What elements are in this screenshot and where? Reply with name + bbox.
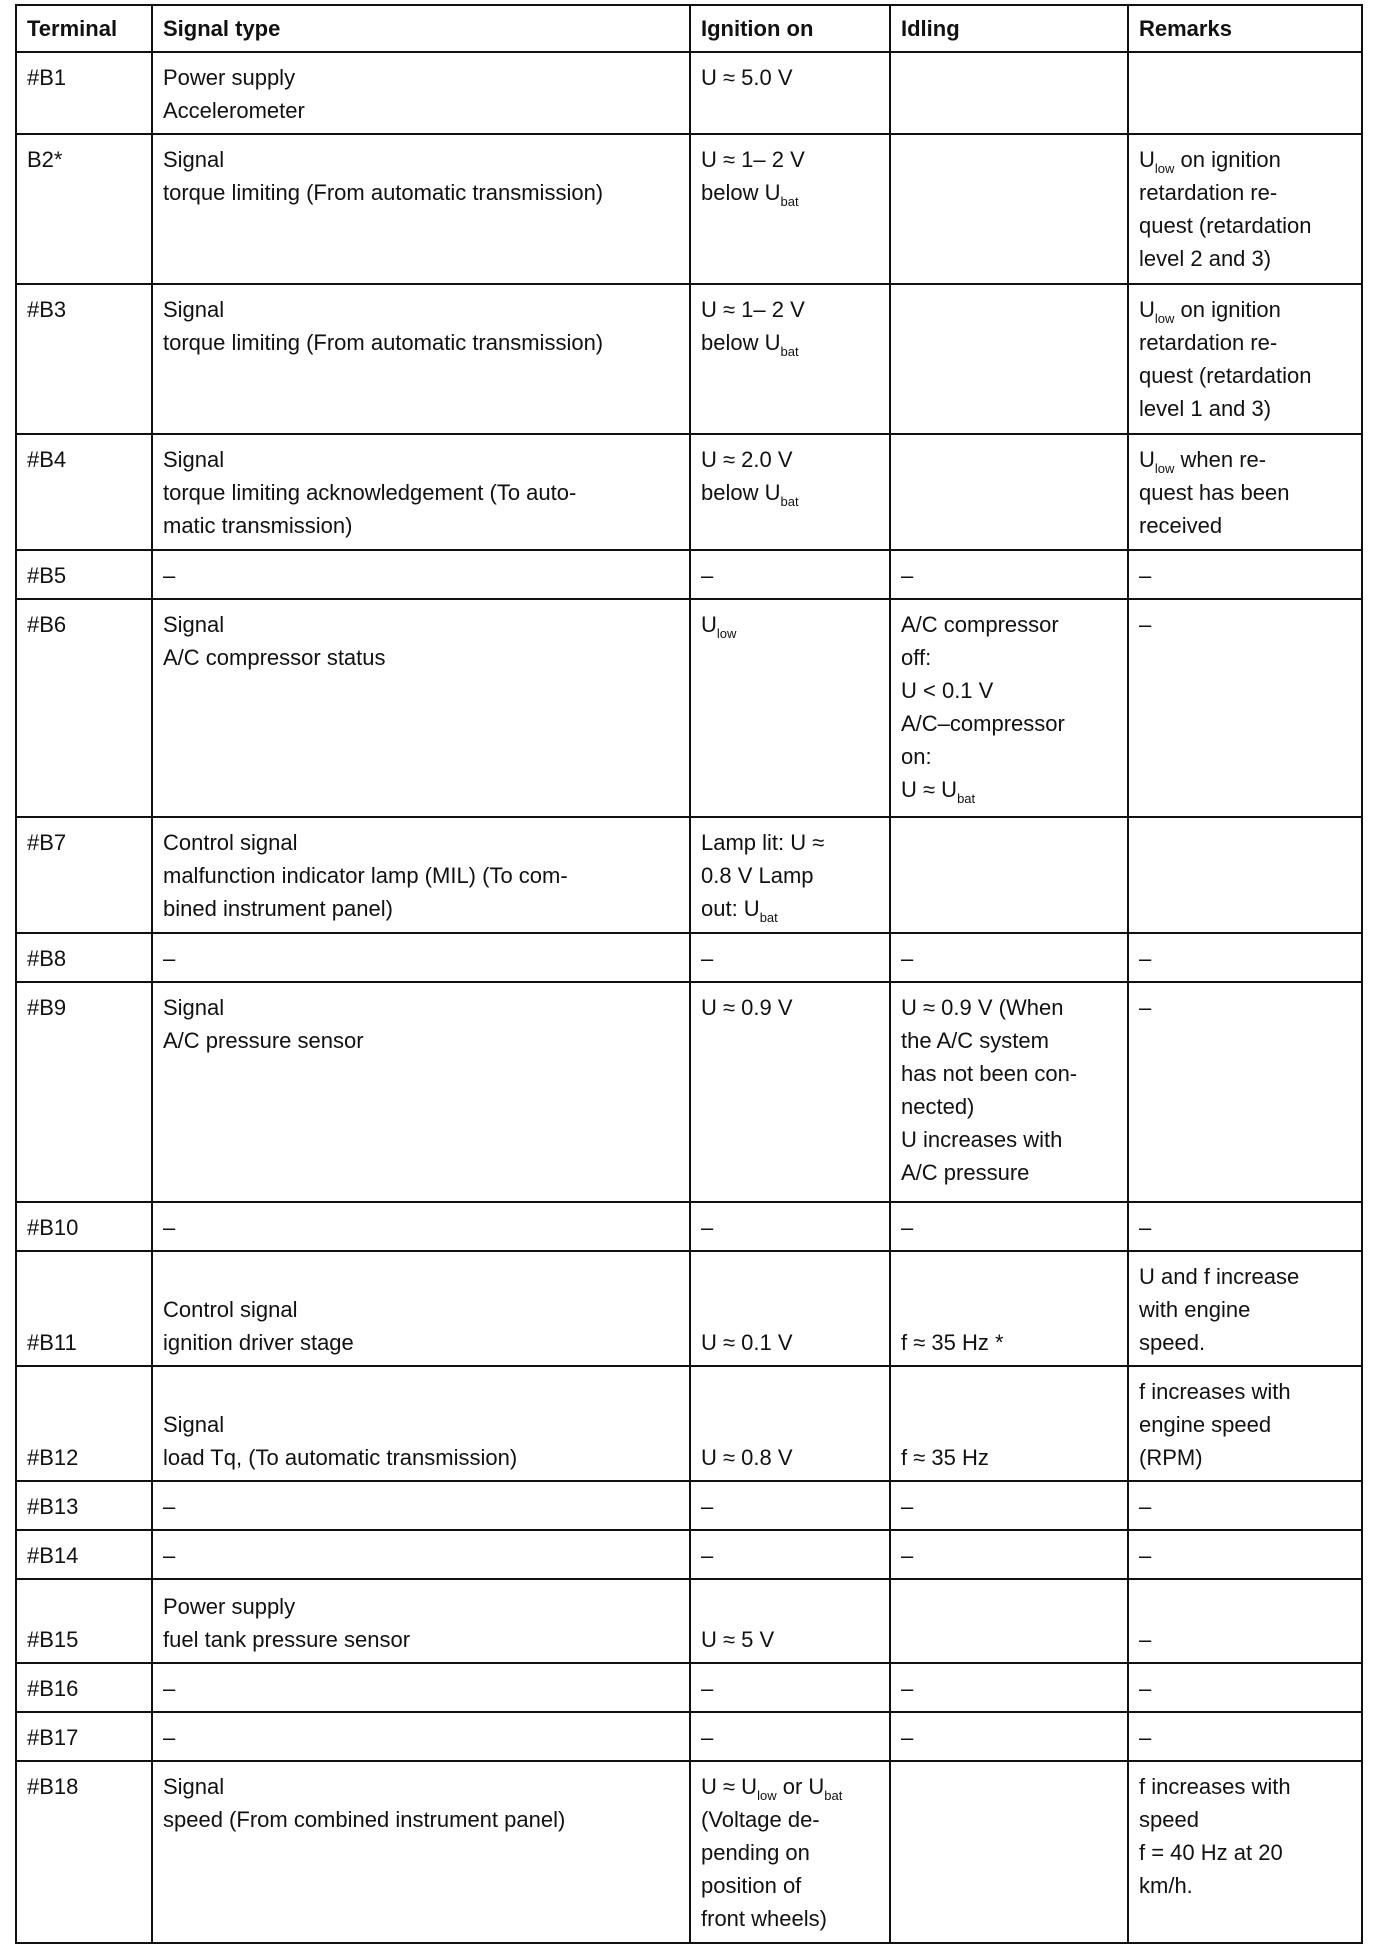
signal-cell [152,817,690,933]
terminal-cell: #B7 [16,817,152,933]
terminal-cell: #B8 [16,933,152,982]
ignition-cell: – [690,550,890,599]
idling-cell [890,817,1128,933]
ignition-cell: – [690,1481,890,1530]
terminal-cell: #B18 [16,1761,152,1943]
cell-line: malfunction indicator lamp (MIL) (To com- [163,863,568,888]
table-row [16,1481,1362,1530]
cell-line: U ≈ 0.9 V [701,995,793,1020]
signal-cell [152,434,690,550]
text: U [701,612,717,637]
cell-line: U increases with [901,1127,1063,1152]
cell-line: torque limiting acknowledgement (To auto- [163,480,577,505]
idling-cell: – [890,1663,1128,1712]
remarks-cell: – [1128,550,1362,599]
cell-line: f increases with [1139,1379,1291,1404]
subscript: low [1154,161,1175,176]
cell-line: level 1 and 3) [1139,396,1272,421]
remarks-cell: – [1128,599,1362,817]
remarks-cell [1128,1251,1362,1366]
subscript: low [716,626,737,641]
cell-line: has not been con- [901,1061,1078,1086]
table-row [16,550,1362,599]
table-row [16,52,1362,134]
idling-cell [890,982,1128,1202]
idling-cell [890,599,1128,817]
table-row [16,599,1362,817]
cell-line: retardation re- [1139,330,1278,355]
signal-cell [152,1579,690,1663]
cell-line: A/C pressure sensor [163,1028,364,1053]
text: out: U [701,896,760,921]
idling-cell [890,1761,1128,1943]
remarks-cell [1128,134,1362,284]
remarks-cell [1128,284,1362,434]
table-row [16,1761,1362,1943]
cell-line: bined instrument panel) [163,896,393,921]
idling-cell: – [890,1530,1128,1579]
cell-line [701,608,879,641]
header-row [16,5,1362,52]
terminal-signal-table [15,4,1363,1944]
header-terminal: Terminal [16,5,152,52]
cell-line: with engine [1139,1297,1251,1322]
idling-cell [890,284,1128,434]
cell-line: fuel tank pressure sensor [163,1627,411,1652]
subscript: low [1154,311,1175,326]
ignition-cell [690,982,890,1202]
ignition-cell [690,52,890,134]
cell-line [901,773,1117,806]
terminal-cell: #B1 [16,52,152,134]
cell-line: quest has been [1139,480,1290,505]
signal-cell [152,52,690,134]
document-page [15,4,1361,1944]
text: below U [701,180,781,205]
ignition-cell: – [690,1202,890,1251]
cell-line: pending on [701,1840,810,1865]
table-row [16,1530,1362,1579]
cell-line: Accelerometer [163,98,305,123]
header-signal-type: Signal type [152,5,690,52]
text: or U [776,1774,825,1799]
cell-line: quest (retardation [1139,363,1312,388]
subscript: low [757,1788,777,1803]
cell-line: Lamp lit: U ≈ [701,830,825,855]
cell-line: f = 40 Hz at 20 [1139,1840,1283,1865]
table-row [16,1579,1362,1663]
cell-line: km/h. [1139,1873,1193,1898]
text: U ≈ U [701,1774,758,1799]
remarks-cell: – [1128,1712,1362,1761]
terminal-cell: #B10 [16,1202,152,1251]
text: U [1139,147,1155,172]
idling-cell: – [890,933,1128,982]
idling-cell [890,134,1128,284]
idling-cell: f ≈ 35 Hz * [890,1251,1128,1366]
ignition-cell [690,599,890,817]
ignition-cell [690,284,890,434]
cell-line: off: [901,645,932,670]
cell-line: A/C compressor [901,612,1059,637]
header-ignition-on: Ignition on [690,5,890,52]
ignition-cell [690,434,890,550]
cell-line: nected) [901,1094,975,1119]
ignition-cell: U ≈ 0.1 V [690,1251,890,1366]
cell-line [1139,293,1351,326]
signal-cell: – [152,1202,690,1251]
cell-line: U ≈ 2.0 V [701,447,793,472]
ignition-cell: U ≈ 0.8 V [690,1366,890,1481]
subscript: low [1154,461,1175,476]
cell-line: speed (From combined instrument panel) [163,1807,566,1832]
cell-line: level 2 and 3) [1139,246,1272,271]
table-row [16,284,1362,434]
idling-cell: f ≈ 35 Hz [890,1366,1128,1481]
cell-line: U ≈ 0.9 V (When [901,995,1064,1020]
header-idling: Idling [890,5,1128,52]
remarks-cell: – [1128,982,1362,1202]
ignition-cell: – [690,933,890,982]
terminal-cell: #B15 [16,1579,152,1663]
cell-line: Signal [163,995,225,1020]
cell-line: torque limiting (From automatic transmission) [163,180,604,205]
cell-line: U < 0.1 V [901,678,994,703]
text: when re- [1174,447,1267,472]
idling-cell [890,52,1128,134]
idling-cell: – [890,1481,1128,1530]
subscript: bat [759,910,778,925]
cell-line: quest (retardation [1139,213,1312,238]
cell-line: U ≈ 1– 2 V [701,297,805,322]
terminal-cell: #B3 [16,284,152,434]
idling-cell [890,434,1128,550]
cell-line: U ≈ 5.0 V [701,65,793,90]
cell-line: position of [701,1873,802,1898]
remarks-cell [1128,434,1362,550]
cell-line: Signal [163,1774,225,1799]
cell-line: A/C pressure [901,1160,1030,1185]
remarks-cell [1128,52,1362,134]
cell-line [701,176,879,209]
remarks-cell [1128,1761,1362,1943]
table-row [16,1202,1362,1251]
cell-line: load Tq, (To automatic transmission) [163,1445,518,1470]
signal-cell [152,134,690,284]
terminal-cell: #B4 [16,434,152,550]
idling-cell [890,1579,1128,1663]
text: below U [701,480,781,505]
header-remarks: Remarks [1128,5,1362,52]
signal-cell: – [152,1481,690,1530]
ignition-cell [690,134,890,284]
cell-line: Control signal [163,830,298,855]
cell-line: (Voltage de- [701,1807,820,1832]
subscript: bat [780,344,799,359]
cell-line: engine speed [1139,1412,1272,1437]
signal-cell: – [152,1530,690,1579]
cell-line: A/C–compressor [901,711,1065,736]
cell-line: torque limiting (From automatic transmission) [163,330,604,355]
cell-line: (RPM) [1139,1445,1203,1470]
table-row [16,982,1362,1202]
ignition-cell: U ≈ 5 V [690,1579,890,1663]
table-row [16,134,1362,284]
terminal-cell: #B16 [16,1663,152,1712]
terminal-cell: #B13 [16,1481,152,1530]
cell-line [701,1770,879,1803]
signal-cell [152,1366,690,1481]
cell-line [701,892,879,925]
terminal-cell: #B5 [16,550,152,599]
subscript: bat [957,791,976,806]
terminal-cell: #B9 [16,982,152,1202]
ignition-cell: – [690,1663,890,1712]
signal-cell: – [152,1663,690,1712]
signal-cell: – [152,933,690,982]
cell-line: front wheels) [701,1906,827,1931]
ignition-cell: – [690,1712,890,1761]
cell-line: U ≈ 1– 2 V [701,147,805,172]
cell-line: U and f increase [1139,1264,1300,1289]
remarks-cell: – [1128,1202,1362,1251]
terminal-cell: #B11 [16,1251,152,1366]
cell-line: Power supply [163,65,296,90]
remarks-cell [1128,817,1362,933]
text: U [1139,297,1155,322]
ignition-cell: – [690,1530,890,1579]
cell-line: 0.8 V Lamp [701,863,814,888]
cell-line: Signal [163,147,225,172]
subscript: bat [780,194,799,209]
cell-line: Power supply [163,1594,296,1619]
idling-cell: – [890,550,1128,599]
signal-cell: – [152,1712,690,1761]
cell-line [1139,143,1351,176]
remarks-cell: – [1128,1481,1362,1530]
signal-cell: – [152,550,690,599]
table-row [16,434,1362,550]
remarks-cell: – [1128,933,1362,982]
text: on ignition [1174,147,1281,172]
signal-cell [152,1251,690,1366]
cell-line [1139,443,1351,476]
signal-cell [152,284,690,434]
cell-line: Signal [163,297,225,322]
terminal-cell: #B17 [16,1712,152,1761]
ignition-cell [690,1761,890,1943]
subscript: bat [780,494,799,509]
cell-line: speed [1139,1807,1199,1832]
cell-line: Signal [163,1412,225,1437]
cell-line: A/C compressor status [163,645,386,670]
signal-cell [152,1761,690,1943]
remarks-cell: – [1128,1530,1362,1579]
cell-line: Signal [163,447,225,472]
text: U [1139,447,1155,472]
cell-line: speed. [1139,1330,1206,1355]
cell-line: on: [901,744,932,769]
text: on ignition [1174,297,1281,322]
cell-line: f increases with [1139,1774,1291,1799]
cell-line: matic transmission) [163,513,353,538]
subscript: bat [824,1788,843,1803]
idling-cell: – [890,1712,1128,1761]
terminal-cell: B2* [16,134,152,284]
remarks-cell: – [1128,1663,1362,1712]
cell-line: the A/C system [901,1028,1049,1053]
cell-line: Control signal [163,1297,298,1322]
table-row [16,1366,1362,1481]
cell-line: received [1139,513,1223,538]
text: U ≈ U [901,777,958,802]
remarks-cell: – [1128,1579,1362,1663]
cell-line: Signal [163,612,225,637]
idling-cell: – [890,1202,1128,1251]
table-row [16,1663,1362,1712]
signal-cell [152,982,690,1202]
cell-line [701,326,879,359]
ignition-cell [690,817,890,933]
terminal-cell: #B12 [16,1366,152,1481]
terminal-cell: #B14 [16,1530,152,1579]
signal-cell [152,599,690,817]
cell-line: retardation re- [1139,180,1278,205]
text: below U [701,330,781,355]
cell-line: ignition driver stage [163,1330,354,1355]
table-row [16,817,1362,933]
terminal-cell: #B6 [16,599,152,817]
table-row [16,933,1362,982]
remarks-cell [1128,1366,1362,1481]
table-row [16,1251,1362,1366]
table-row [16,1712,1362,1761]
cell-line [701,476,879,509]
